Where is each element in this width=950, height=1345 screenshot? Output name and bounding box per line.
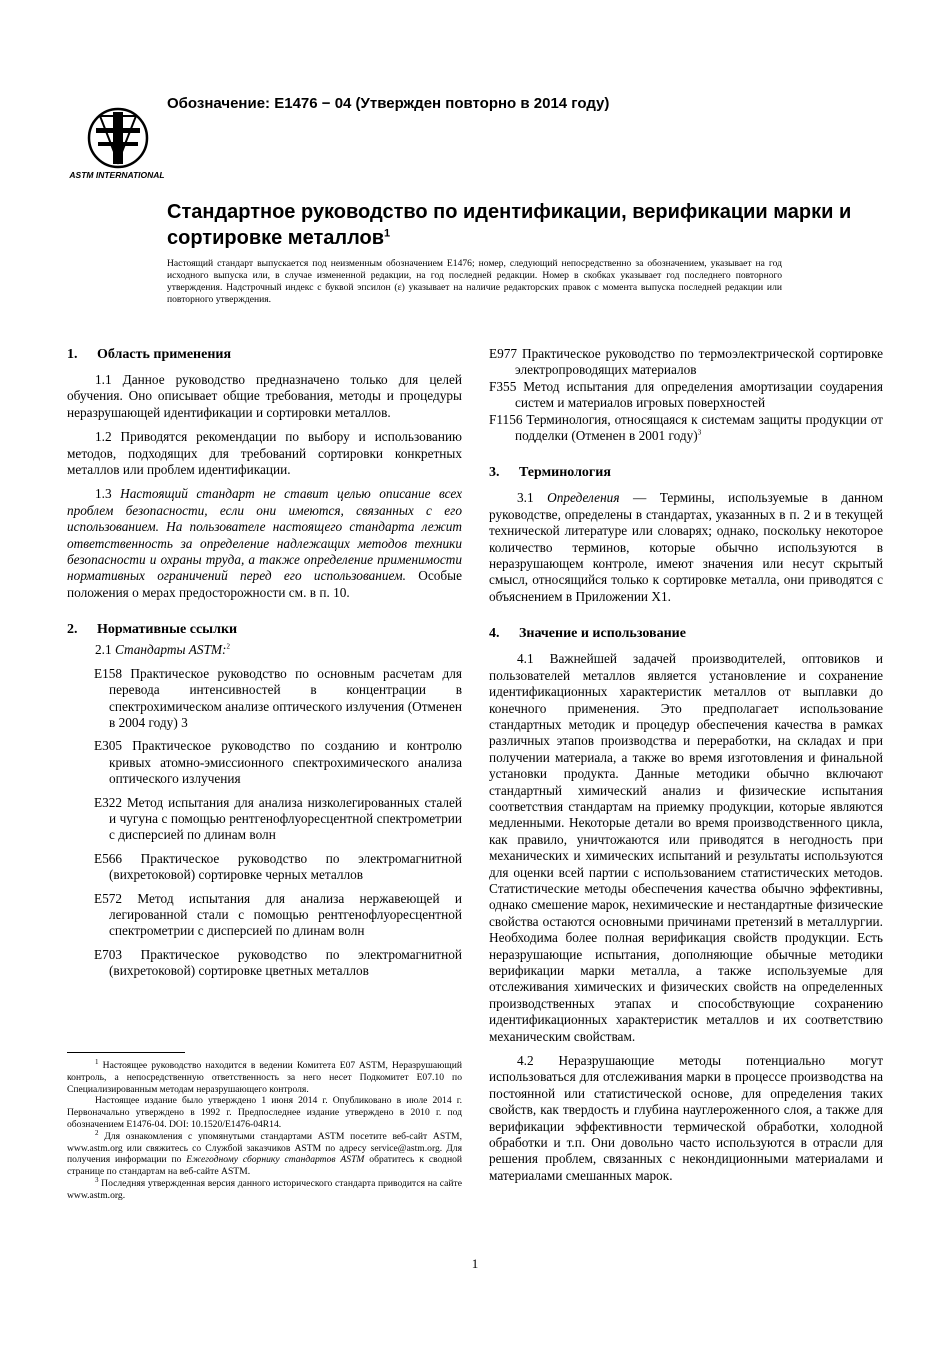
title-footnote-mark: 1	[384, 227, 391, 240]
footnote-1-continued: Настоящее издание было утверждено 1 июня 2014 г. Опубликовано в июле 2014 г. Первоначально утверждено в 1992 г. Предпоследнее издание утверждено в 2010 г. под обозначением E1476-04. DOI: 10.1520/E1476-04R14.	[67, 1095, 462, 1130]
right-column	[489, 346, 883, 1184]
section-4-heading: 4. Значение и использование	[489, 626, 686, 642]
title-text: Стандартное руководство по идентификации, верификации марки и сортировке металлов	[167, 201, 852, 249]
paragraph-2-1: 2.1 Стандарты ASTM:$^2$	[95, 642, 230, 658]
reference-item: E977 Практическое руководство по термоэлектрической сортировке электропроводящих материалов	[489, 346, 883, 378]
footnote-1: $^1$ Настоящее руководство находится в ведении Комитета E07 ASTM, Неразрушающий контроль, а непосредственную ответственность за него несет Подкомитет E07.10 по Специализированным методам неразрушающего контроля.	[67, 1057, 462, 1095]
reference-item: F1156 Терминология, относящаяся к системам защиты продукции от подделки (Отменен в 2001 году)$^3$	[489, 411, 883, 444]
section-1-heading: 1. Область применения	[67, 347, 232, 362]
document-title	[167, 199, 867, 251]
paragraph-1-2: 1.2 Приводятся рекомендации по выбору и использованию методов, подходящих для требований сортировки конкретных металлов или проблем идентификации.	[67, 429, 462, 478]
footnote-3: $^3$ Последняя утвержденная версия данного исторического стандарта приводится на сайте www.astm.org.	[67, 1175, 462, 1201]
page-number: 1	[471, 1256, 479, 1271]
reference-item: E566 Практическое руководство по электромагнитной (вихретоковой) сортировке черных металлов	[94, 850, 462, 883]
astm-logo	[69, 104, 165, 180]
paragraph-1-1: 1.1 Данное руководство предназначено только для целей обучения. Оно описывает общие требования, методы и процедуры неразрушающей идентификации и сортировки металлов.	[67, 372, 462, 420]
reference-item: F355 Метод испытания для определения амортизации соударения систем и материалов игровых поверхностей	[489, 378, 883, 411]
section-3-heading: 3. Терминология	[489, 465, 611, 481]
issuance-note: Настоящий стандарт выпускается под неизменным обозначением E1476; номер, следующий непосредственно за обозначением, указывает на год исходного выпуска или, в случае измененной редакции, на год последней редакции. Номер в скобках указывает год последнего повторного утверждения. Надстрочный индекс с буквой эпсилон (ε) указывает на наличие редакторских правок с момента выпуска последней редакции или повторного утверждения.	[167, 258, 782, 305]
reference-item: E158 Практическое руководство по основным расчетам для перевода интенсивностей в концентрации в спектрохимическом анализе оптического излучения (Отменен в 2004 году) 3	[94, 665, 462, 730]
reference-item: E703 Практическое руководство по электромагнитной (вихретоковой) сортировке цветных металлов	[94, 946, 462, 979]
paragraph-4-1: 4.1 Важнейшей задачей производителей, оптовиков и пользователей металлов является установление и сохранение идентификационных характеристик металлов от выплавки до конечного применения. Это предполагает использование стандартных методик и процедур обеспечения качества в рамках различных этапов производства и переработки, на складах и при получении материала, а также во время изготовления и финальной установки продукта. Данные методики обычно включают стандартный химический анализ и физические испытания соответствия стандартам на приемку продукции, которые являются медленными. Некоторые детали во время производственного цикла, как правило, уничтожаются или приводятся в негодность при механических и химических испытаний и результаты используются для оценки всей партии с использованием статистических методов. Статистические методы обеспечения качества обычно эффективны, однако смешение марок, нехимические и нестандартные физические свойства остаются основными причинами претензий в металлургии. Необходима более полная верификация свойств продукции. Есть неразрушающие испытания, дополняющие обычные методики верификации марки металла, а также используемые для отслеживания химических и физических свойств на определенных производственных этапах и способствующие сохранению идентификационных характеристик металлов и их соответствию механическим свойствам.	[489, 651, 883, 1044]
reference-item: E322 Метод испытания для анализа низколегированных сталей и чугуна с помощью рентгенофлуоресцентной спектрометрии с дисперсией по длинам волн	[94, 794, 462, 843]
reference-item: E572 Метод испытания для анализа нержавеющей и легированной стали с помощью рентгенофлуоресцентной спектрометрии с дисперсией по длинам волн	[94, 890, 462, 939]
logo-text: ASTM INTERNATIONAL	[69, 170, 165, 180]
footnote-2: $^2$ Для ознакомления с упомянутыми стандартами ASTM посетите веб-сайт ASTM, www.astm.org или свяжитесь со Службой заказчиков ASTM по адресу service@astm.org. Для получения информации по Ежегодному сборнику стандартов ASTM обратитесь к сводной странице по стандартам на веб-сайте ASTM.	[67, 1128, 463, 1178]
footnotes	[67, 1057, 463, 1202]
paragraph-1-3: 1.3 Настоящий стандарт не ставит целью описание всех проблем безопасности, если они имеются, связанных с его использованием. На пользователе настоящего стандарта лежит ответственность за определение надлежащих методов техники безопасности и охраны труда, а также определение применимости нормативных ограничений перед его использованием. Особые положения о мерах предосторожности см. в п. 10.	[67, 486, 463, 600]
paragraph-4-2: 4.2 Неразрушающие методы потенциально могут использоваться для отслеживания марки в процессе производства на постоянной или статистической основе, для определения таких свойств, как твердость и глубина науглероженного слоя, а также для верификации эффективности термической обработки, холодной обработки и т.п. Они довольно часто используются в отрасли для решения проблем, связанных с некондиционными материалами и материалами смешанных марок.	[489, 1053, 883, 1183]
left-column	[67, 346, 462, 987]
footnote-divider	[67, 1052, 185, 1053]
reference-item: E305 Практическое руководство по созданию и контролю кривых атомно-эмиссионного спектрохимического анализа оптического излучения	[94, 738, 462, 787]
paragraph-3-1: 3.1 Определения — Термины, используемые в данном руководстве, определены в стандартах, указанных в п. 2 и в текущей технической литературе или словарях; однако, поскольку некоторое количество терминов, которые обычно используются в неразрушающем контроле, имеют значения или несут скрытый смысл, относящийся только к сортировке металла, они приводятся с объяснением в Приложении X1.	[489, 490, 884, 604]
section-2-heading: 2. Нормативные ссылки	[67, 622, 238, 638]
designation: Обозначение: E1476 − 04 (Утвержден повторно в 2014 году)	[167, 95, 610, 112]
